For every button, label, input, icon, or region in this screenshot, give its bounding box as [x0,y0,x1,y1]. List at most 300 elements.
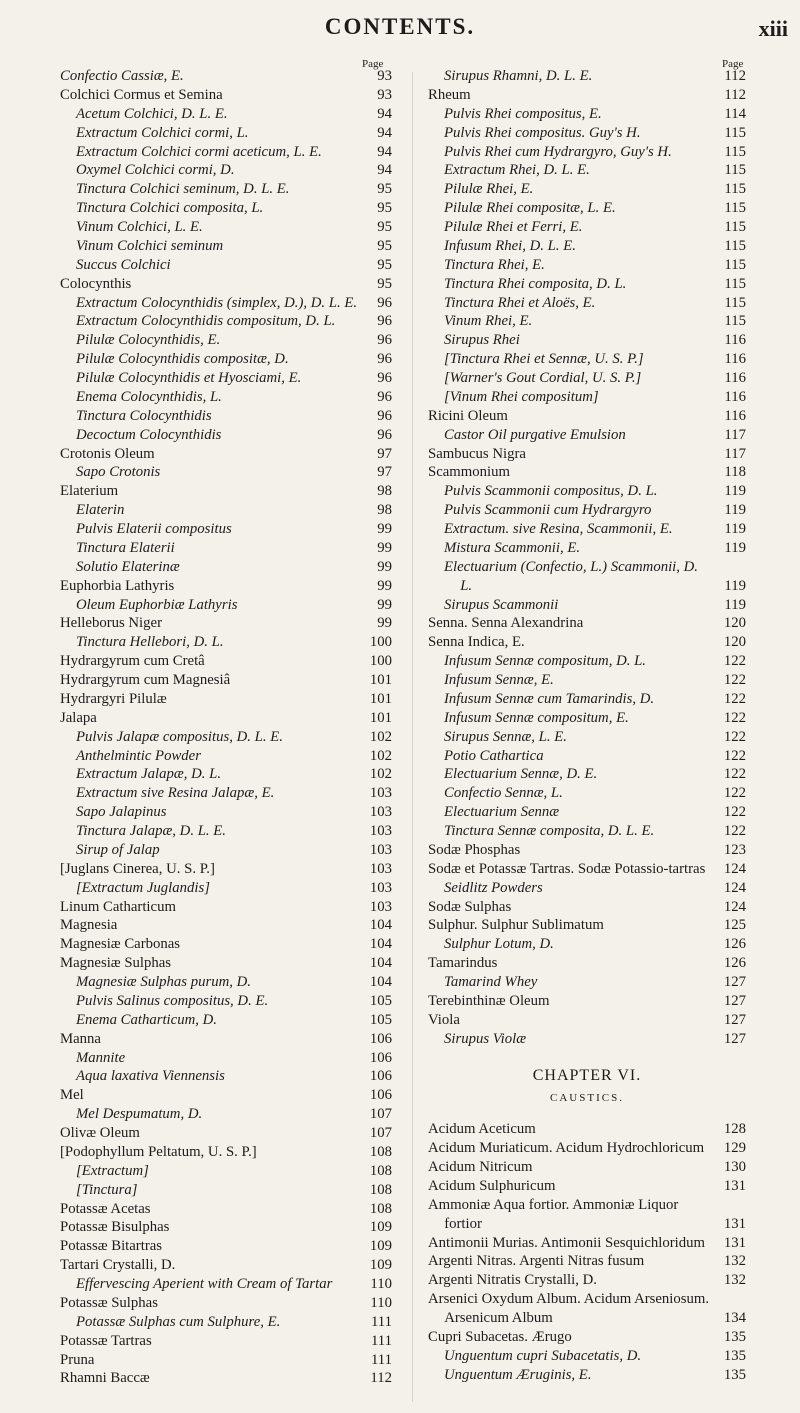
entry-title: Pilulæ Colocynthidis, E. [76,332,221,349]
entry-title: Tinctura Elaterii [76,539,175,556]
entry-page-number: 100 [369,653,392,670]
entry-title: Acidum Sulphuricum [428,1177,556,1194]
toc-entry [60,765,392,784]
entry-page-number: 135 [723,1328,746,1345]
entry-title: Potassæ Sulphas [60,1294,158,1311]
entry-page-number: 96 [377,351,392,368]
entry-page-number: 99 [377,539,392,556]
toc-entry [428,1139,746,1158]
entry-page-number: 127 [723,974,746,990]
entry-page-number: 116 [724,388,746,405]
entry-title: Tinctura Rhei composita, D. L. [444,275,627,292]
chapter-entries [428,1120,746,1384]
entry-title: Extractum sive Resina Jalapæ, E. [76,785,275,802]
toc-entry [60,331,392,350]
entry-page-number: 103 [369,860,392,877]
toc-entry [60,690,392,709]
chapter-heading: CHAPTER VI. [532,1066,642,1084]
entry-page-number: 108 [369,1143,392,1160]
entry-title: Infusum Sennæ cum Tamarindis, D. [444,690,655,707]
entry-page-number: 101 [369,709,392,726]
right-column-entries [428,67,746,1049]
toc-entry [60,954,392,973]
entry-page-number: 104 [369,974,392,990]
entry-title: Elaterin [76,502,125,519]
entry-title: Acetum Colchici, D. L. E. [76,105,228,122]
toc-entry [428,1158,746,1177]
toc-entry [60,407,392,426]
entry-page-number: 116 [724,351,746,368]
toc-entry [60,124,392,143]
toc-entry [428,765,746,784]
entry-title: Senna. Senna Alexandrina [428,615,584,632]
toc-entry [60,1200,392,1219]
entry-page-number: 111 [370,1332,392,1349]
toc-entry [428,331,746,350]
entry-title: Ricini Oleum [428,407,508,424]
entry-title: Oxymel Colchici cormi, D. [76,162,235,179]
entry-page-number: 122 [723,690,746,707]
entry-page-number: 106 [369,1030,392,1047]
entry-page-number: 112 [724,86,746,103]
entry-title: Tinctura Hellebori, D. L. [76,634,224,651]
entry-page-number: 98 [377,483,392,500]
entry-title: Manna [60,1030,101,1047]
entry-title: Magnesiæ Sulphas [60,955,172,972]
entry-title: Sirupus Violæ [444,1030,527,1047]
entry-page-number: 127 [723,1011,746,1028]
entry-title: Extractum Colocynthidis (simplex, D.), D. L. E. [76,294,358,311]
toc-entry [428,822,746,841]
entry-title: Mel [60,1087,84,1104]
entry-page-number: 125 [723,917,746,934]
toc-entry [428,633,746,652]
right-column [428,67,746,1385]
entry-title: Seidlitz Powders [444,879,543,896]
toc-entry [60,180,392,199]
entry-page-number: 122 [723,766,746,783]
entry-page-number: 114 [724,105,746,122]
entry-title: Magnesia [60,917,118,934]
toc-entry [60,1143,392,1162]
toc-entry [428,199,746,218]
entry-page-number: 122 [723,823,746,839]
entry-title: Colchici Cormus et Semina [60,86,223,103]
entry-title: Magnesiæ Carbonas [60,936,181,953]
toc-entry [60,1275,392,1294]
entry-title: Pilulæ Rhei, E. [444,181,534,198]
toc-entry [428,143,746,162]
entry-title: Extractum Colocynthidis compositum, D. L. [76,313,336,330]
entry-page-number: 126 [723,955,746,972]
entry-title: Pruna [60,1351,95,1368]
toc-entry [428,898,746,917]
toc-entry [60,784,392,803]
entry-title: Vinum Rhei, E. [444,313,533,330]
toc-entry [428,1011,746,1030]
entry-title: Scammonium [428,464,510,481]
entry-page-number: 115 [724,200,746,217]
toc-entry [60,501,392,520]
entry-page-number: 99 [377,558,392,575]
toc-entry [60,237,392,256]
toc-entry [60,803,392,822]
entry-page-number: 119 [724,539,746,556]
entry-title: Anthelmintic Powder [76,747,201,764]
entry-page-number: 96 [377,370,392,386]
entry-title: Olivæ Oleum [60,1125,140,1141]
entry-page-number: 122 [723,747,746,764]
entry-page-number: 106 [369,1087,392,1104]
entry-title: Sulphur Lotum, D. [444,936,554,953]
toc-entry [60,161,392,180]
entry-page-number: 103 [369,841,392,858]
entry-title: Sulphur. Sulphur Sublimatum [428,917,604,934]
toc-entry [60,596,392,615]
toc-entry [60,463,392,482]
entry-title: Argenti Nitratis Crystalli, D. [428,1272,597,1289]
toc-entry [428,1347,746,1366]
entry-page-number: 95 [377,256,392,273]
entry-page-number: 95 [377,200,392,217]
toc-entry [428,407,746,426]
toc-entry [428,369,746,388]
toc-entry [60,1030,392,1049]
toc-entry [60,879,392,898]
entry-title: Unguentum cupri Subacetatis, D. [444,1347,642,1364]
toc-entry [60,369,392,388]
entry-page-number: 95 [377,275,392,292]
entry-page-number: 127 [723,992,746,1009]
toc-entry [428,916,746,935]
entry-title: Infusum Rhei, D. L. E. [444,237,576,254]
toc-entry [60,86,392,105]
entry-page-number: 96 [377,407,392,424]
entry-title: Sirupus Rhamni, D. L. E. [444,68,593,84]
running-title: CONTENTS. [324,14,476,39]
entry-page-number: 96 [377,388,392,405]
toc-entry [428,256,746,275]
entry-page-number: 117 [724,426,746,443]
entry-page-number: 104 [369,955,392,972]
entry-title: Sodæ Sulphas [428,898,512,915]
toc-entry [60,577,392,596]
entry-title: Cupri Subacetas. Ærugo [428,1328,572,1345]
entry-title: [Extractum Juglandis] [76,879,210,896]
entry-page-number: 110 [370,1294,392,1311]
entry-page-number: 95 [377,237,392,254]
toc-entry [60,992,392,1011]
toc-entry [60,1369,392,1388]
entry-page-number: 116 [724,332,746,349]
toc-entry [428,1196,746,1234]
page-number: xiii [758,16,788,41]
toc-entry [60,728,392,747]
entry-page-number: 109 [369,1257,392,1274]
entry-title: Colocynthis [60,275,132,292]
entry-title: Effervescing Aperient with Cream of Tartar [76,1276,333,1292]
entry-page-number: 132 [723,1272,746,1289]
entry-page-number: 102 [369,766,392,783]
entry-page-number: 108 [369,1162,392,1179]
entry-title: Mistura Scammonii, E. [444,539,581,556]
entry-title: Pilulæ Colocynthidis et Hyosciami, E. [76,370,302,386]
toc-entry [60,482,392,501]
entry-page-number: 124 [723,860,746,877]
toc-entry [428,1030,746,1049]
toc-entry [428,784,746,803]
entry-page-number: 93 [377,86,392,103]
entry-title: Castor Oil purgative Emulsion [444,426,626,443]
entry-page-number: 115 [724,237,746,254]
entry-title: Extractum Colchici cormi aceticum, L. E. [76,143,322,160]
entry-title: Sodæ Phosphas [428,841,521,858]
toc-entry [60,652,392,671]
entry-title: Acidum Aceticum [428,1121,536,1138]
entry-title: Argenti Nitras. Argenti Nitras fusum [428,1253,645,1270]
entry-page-number: 94 [377,124,392,141]
entry-page-number: 96 [377,294,392,311]
entry-title: Electuarium Sennæ [444,804,560,821]
entry-title: Infusum Sennæ, E. [444,672,554,688]
entry-title: Pilulæ Colocynthidis compositæ, D. [76,351,289,368]
entry-title: Sirupus Scammonii [444,596,559,613]
toc-entry [428,105,746,124]
entry-title: Sirup of Jalap [76,841,160,858]
entry-page-number: 97 [377,445,392,462]
entry-title: Crotonis Oleum [60,445,155,462]
toc-entry [428,879,746,898]
toc-entry [60,218,392,237]
entry-page-number: 115 [724,162,746,179]
entry-title: Potassæ Acetas [60,1200,151,1217]
entry-title: Pilulæ Rhei compositæ, L. E. [444,200,616,217]
entry-title: Tinctura Jalapæ, D. L. E. [76,823,226,839]
toc-entry [60,256,392,275]
entry-title: Tinctura Colchici seminum, D. L. E. [76,181,290,198]
toc-entry [428,690,746,709]
entry-title: Ammoniæ Aqua fortior. Ammoniæ Liquor fortior [428,1196,679,1232]
entry-page-number: 99 [377,596,392,613]
toc-entry [60,1256,392,1275]
entry-title: Elaterium [60,483,119,500]
entry-page-number: 115 [724,181,746,198]
entry-page-number: 105 [369,1011,392,1028]
entry-page-number: 111 [370,1351,392,1368]
entry-title: Potio Cathartica [444,747,544,764]
entry-title: Viola [428,1011,460,1028]
entry-page-number: 105 [369,992,392,1009]
entry-page-number: 130 [723,1159,746,1175]
toc-entry [428,275,746,294]
entry-page-number: 131 [723,1234,746,1251]
entry-title: Linum Catharticum [60,898,176,915]
toc-entry [428,1328,746,1347]
toc-entry [60,105,392,124]
entry-title: Magnesiæ Sulphas purum, D. [76,974,251,990]
toc-entry [428,614,746,633]
entry-page-number: 122 [723,709,746,726]
toc-entry [428,237,746,256]
entry-title: Mel Despumatum, D. [76,1106,203,1123]
toc-entry [428,860,746,879]
toc-entry [60,426,392,445]
entry-page-number: 99 [377,577,392,594]
entry-title: Antimonii Murias. Antimonii Sesquichloridum [428,1234,705,1251]
entry-page-number: 107 [369,1106,392,1123]
entry-page-number: 110 [370,1276,392,1292]
entry-page-number: 119 [724,596,746,613]
entry-page-number: 124 [723,879,746,896]
entry-title: [Podophyllum Peltatum, U. S. P.] [60,1143,257,1160]
left-column [60,67,392,1388]
toc-entry [60,1351,392,1370]
entry-title: Senna Indica, E. [428,634,525,651]
entry-title: Acidum Muriaticum. Acidum Hydrochloricum [428,1140,705,1157]
entry-title: Succus Colchici [76,256,171,273]
entry-title: Tinctura Colocynthidis [76,407,212,424]
entry-page-number: 100 [369,634,392,651]
entry-page-number: 102 [369,747,392,764]
entry-page-number: 109 [369,1238,392,1255]
toc-entry [428,426,746,445]
toc-entry [60,916,392,935]
entry-title: Tinctura Colchici composita, L. [76,200,264,217]
toc-entry [428,841,746,860]
entry-page-number: 115 [724,143,746,160]
toc-entry [428,803,746,822]
entry-title: [Tinctura] [76,1181,138,1198]
entry-title: Extractum. sive Resina, Scammonii, E. [444,521,673,537]
entry-title: Electuarium (Confectio, L.) Scammonii, D. L. [444,558,698,594]
toc-entry [60,1181,392,1200]
entry-page-number: 115 [724,256,746,273]
entry-page-number: 103 [369,898,392,915]
toc-entry [60,1011,392,1030]
toc-entry [60,294,392,313]
entry-title: Infusum Sennæ compositum, D. L. [444,653,646,670]
toc-entry [428,312,746,331]
toc-entry [428,747,746,766]
entry-page-number: 116 [724,370,746,386]
entry-title: Sambucus Nigra [428,445,526,462]
toc-entry [428,350,746,369]
toc-entry [428,709,746,728]
entry-page-number: 112 [370,1370,392,1387]
toc-entry [428,652,746,671]
toc-entry [60,199,392,218]
toc-entry [60,671,392,690]
entry-title: Tamarindus [428,955,498,972]
toc-entry [428,1252,746,1271]
toc-entry [60,445,392,464]
entry-page-number: 132 [723,1253,746,1270]
entry-page-number: 120 [723,615,746,632]
entry-title: Potassæ Bisulphas [60,1219,170,1236]
entry-title: Enema Colocynthidis, L. [76,388,222,405]
toc-entry [428,596,746,615]
toc-entry [428,539,746,558]
toc-entry [60,1049,392,1068]
entry-title: Vinum Colchici seminum [76,237,224,254]
entry-page-number: 96 [377,313,392,330]
entry-title: Unguentum Æruginis, E. [444,1366,592,1383]
entry-title: Pulvis Rhei compositus. Guy's H. [444,124,641,141]
entry-page-number: 131 [723,1177,746,1194]
entry-page-number: 128 [723,1121,746,1138]
toc-entry [60,1294,392,1313]
toc-entry [60,312,392,331]
entry-page-number: 104 [369,936,392,953]
entry-page-number: 115 [724,219,746,235]
entry-page-number: 127 [723,1030,746,1047]
toc-entry [60,1124,392,1143]
entry-page-number: 102 [369,728,392,745]
entry-page-number: 122 [723,785,746,802]
entry-title: Arsenici Oxydum Album. Acidum Arseniosum. Arsenicum Album [428,1291,710,1326]
entry-page-number: 104 [369,917,392,934]
entry-page-number: 131 [723,1215,746,1232]
toc-entry [428,501,746,520]
entry-page-number: 123 [723,841,746,858]
entry-page-number: 112 [724,68,746,84]
entry-page-number: 94 [377,143,392,160]
toc-entry [60,1105,392,1124]
entry-page-number: 117 [724,445,746,462]
entry-page-number: 118 [724,464,746,481]
toc-entry [60,1332,392,1351]
entry-title: Helleborus Niger [60,615,162,632]
entry-page-number: 95 [377,181,392,198]
entry-title: Pulvis Rhei cum Hydrargyro, Guy's H. [444,143,672,160]
toc-entry [60,973,392,992]
entry-page-number: 99 [377,615,392,632]
toc-entry [60,860,392,879]
toc-entry [428,1120,746,1139]
toc-entry [428,1290,746,1328]
toc-entry [428,124,746,143]
entry-page-number: 108 [369,1181,392,1198]
entry-title: Confectio Sennæ, L. [444,785,563,802]
entry-page-number: 115 [724,294,746,311]
toc-entry [60,1313,392,1332]
entry-page-number: 96 [377,332,392,349]
chapter-subheading: CAUSTICS. [550,1092,624,1105]
toc-entry [428,1234,746,1253]
entry-page-number: 119 [724,483,746,500]
toc-entry [60,709,392,728]
toc-entry [60,143,392,162]
page-column-label: Page [722,58,744,70]
page-header [0,14,800,48]
entry-page-number: 103 [369,804,392,821]
toc-entry [428,482,746,501]
entry-page-number: 115 [724,124,746,141]
toc-entry [60,1218,392,1237]
entry-title: Pulvis Salinus compositus, D. E. [76,992,269,1009]
entry-title: Sirupus Sennæ, L. E. [444,728,567,745]
entry-title: [Warner's Gout Cordial, U. S. P.] [444,370,642,386]
entry-title: Pulvis Scammonii compositus, D. L. [444,483,658,500]
entry-title: Pilulæ Rhei et Ferri, E. [444,219,583,235]
entry-title: Pulvis Scammonii cum Hydrargyro [444,502,652,519]
entry-page-number: 111 [370,1313,392,1330]
toc-entry [60,898,392,917]
entry-title: Rhamni Baccæ [60,1370,150,1387]
entry-title: Jalapa [60,709,97,726]
entry-title: Potassæ Tartras [60,1332,152,1349]
entry-page-number: 101 [369,672,392,688]
